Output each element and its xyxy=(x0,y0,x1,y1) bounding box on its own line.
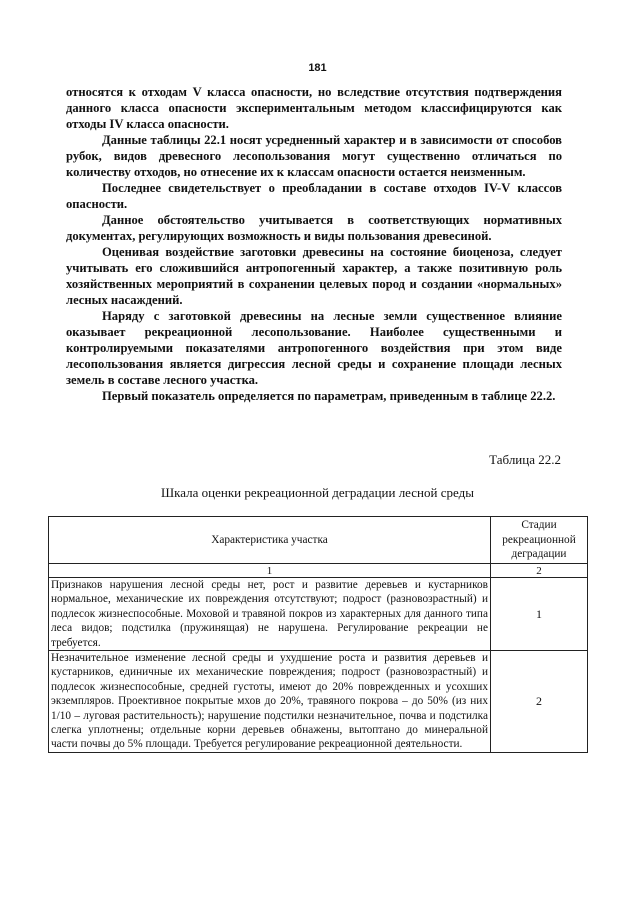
page-number: 181 xyxy=(308,62,327,74)
header-characteristic: Характеристика участка xyxy=(49,517,491,564)
degradation-table xyxy=(48,516,588,753)
header-stage: Стадии рекреационной деградации xyxy=(491,517,588,564)
column-number: 2 xyxy=(491,564,588,578)
row-stage: 2 xyxy=(491,651,588,753)
table-row xyxy=(49,578,588,651)
paragraph: Данные таблицы 22.1 носят усредненный характер и в зависимости от способов рубок, видов древесного лесопользования могут существенно отличаться по количеству отходов, но отнесение их к классам опасности остается неизменным. xyxy=(66,133,562,179)
body-text xyxy=(66,84,562,404)
row-description: Признаков нарушения лесной среды нет, рост и развитие деревьев и кустарников нормальное, механические их повреждения отсутствуют; подрост (разновозрастный) и подлесок жизнеспособные. Моховой и травяной покров из характерных для данного типа леса видов; подстилка (пружинящая) не нарушена. Регулирование рекреации не требуется. xyxy=(49,578,491,651)
paragraph: Первый показатель определяется по параметрам, приведенным в таблице 22.2. xyxy=(102,389,556,403)
table-caption: Таблица 22.2 xyxy=(489,452,561,467)
table-header-row xyxy=(49,517,588,564)
paragraph: Последнее свидетельствует о преобладании в составе отходов IV-V классов опасности. xyxy=(66,181,562,211)
table-title: Шкала оценки рекреационной деградации лесной среды xyxy=(161,485,474,500)
paragraph: относятся к отходам V класса опасности, но вследствие отсутствия подтверждения данного класса опасности экспериментальным методом классифицируются как отходы IV класса опасности. xyxy=(66,85,562,131)
row-description: Незначительное изменение лесной среды и ухудшение роста и развития деревьев и кустарников, единичные их механические повреждения; подрост (разновозрастный) и подлесок жизнеспособные, средней густоты, имеют до 20% поврежденных и усохших экземпляров. Проективное покрытые мхов до 20%, травяного покрова – до 50% (из них 1/10 – луговая растительность); нарушение подстилки незначительное, почва и подстилка слегка уплотнены; отдельные корни деревьев обнажены, вытоптано до минеральной части почвы до 5% площади. Требуется регулирование рекреационной деятельности. xyxy=(49,651,491,753)
paragraph: Оценивая воздействие заготовки древесины на состояние биоценоза, следует учитывать его сложившийся антропогенный характер, а также позитивную роль хозяйственных мероприятий в сохранении целевых пород и создании «нормальных» лесных насаждений. xyxy=(66,245,562,307)
paragraph: Наряду с заготовкой древесины на лесные земли существенное влияние оказывает рекреационной лесопользование. Наиболее существенными и контролируемыми показателями антропогенного воздействия при этом виде лесопользования является дигрессия лесной среды и сохранение площади лесных земель в составе лесного участка. xyxy=(66,309,562,387)
column-number: 1 xyxy=(49,564,491,578)
table-row xyxy=(49,651,588,753)
row-stage: 1 xyxy=(491,578,588,651)
paragraph: Данное обстоятельство учитывается в соответствующих нормативных документах, регулирующих возможность и виды пользования древесиной. xyxy=(66,213,562,243)
column-number-row xyxy=(49,564,588,578)
